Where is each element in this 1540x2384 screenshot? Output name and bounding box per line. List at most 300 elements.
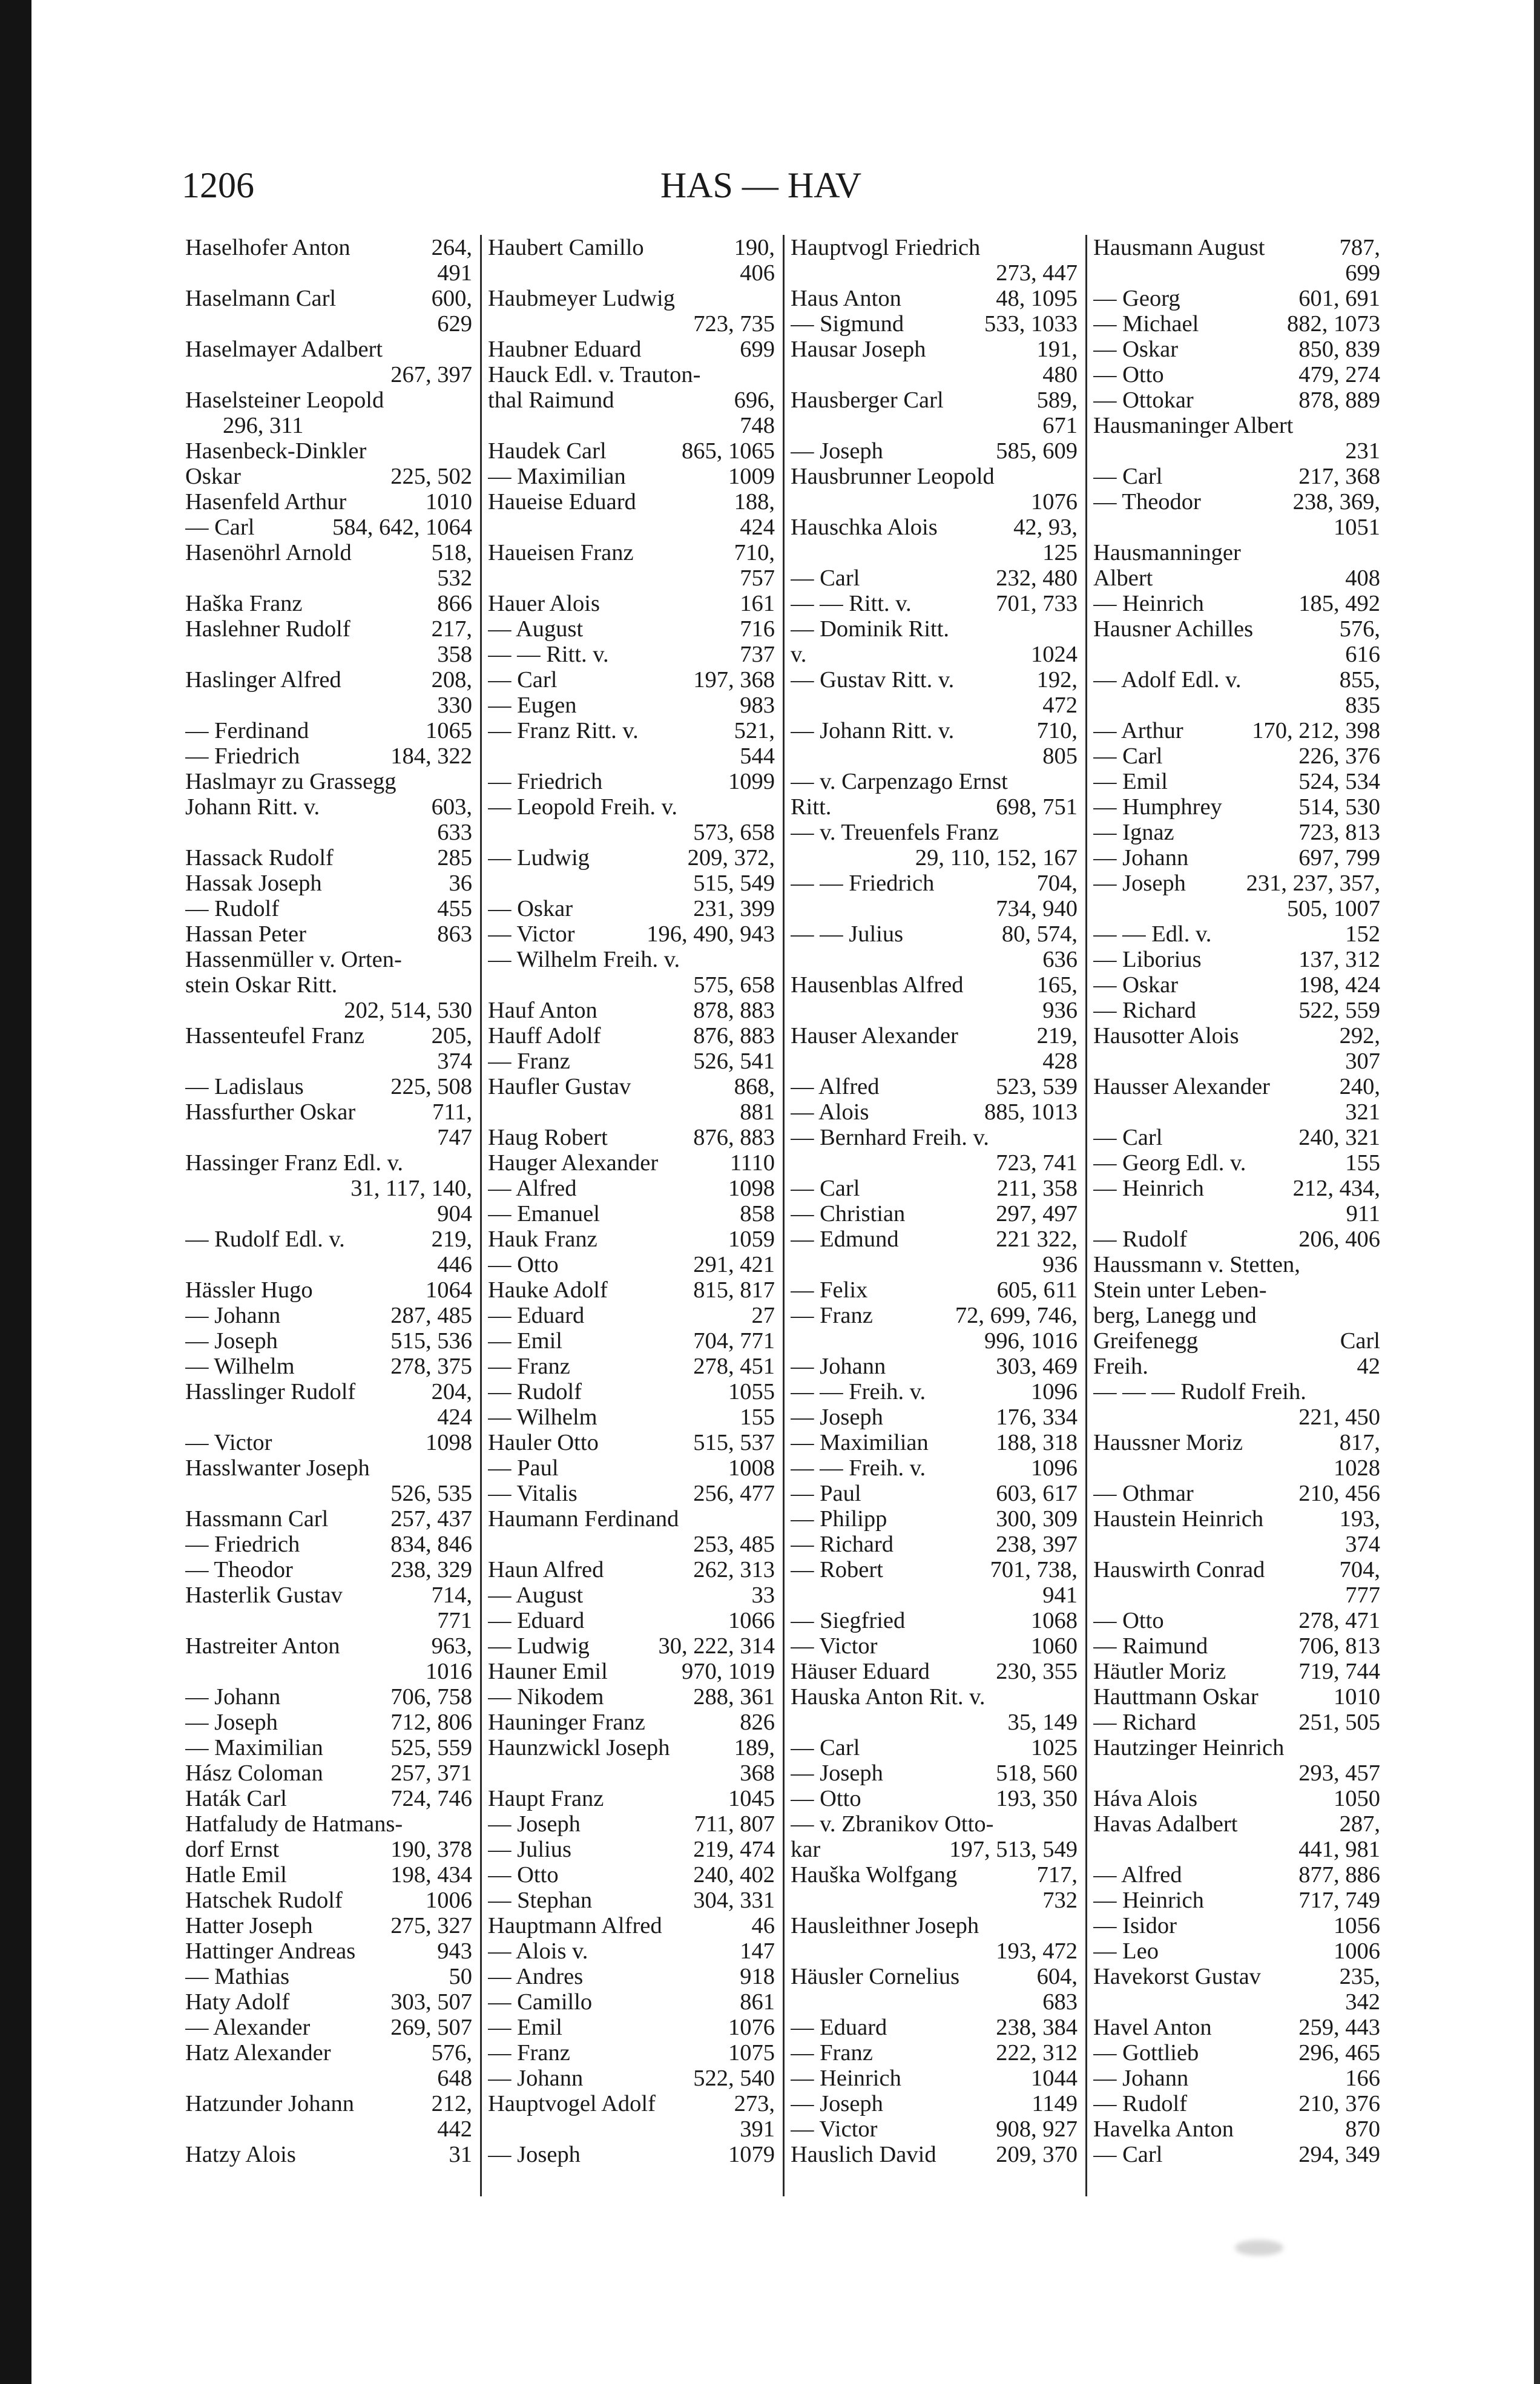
entry-pages: 724, 746 [390,1786,472,1811]
entry-name: — Joseph [185,1328,278,1354]
entry-name: Haussner Moriz [1093,1430,1243,1455]
entry-name: — Joseph [791,1760,883,1786]
index-entry-line [488,1481,775,1506]
entry-name: — Andres [488,1964,584,1989]
page-header [182,165,1340,213]
index-continuation-line: 629 [437,311,472,337]
entry-name: Haustein Heinrich [1093,1506,1264,1532]
entry-pages: 882, 1073 [1287,311,1380,337]
entry-name: — — Ritt. v. [488,642,609,667]
index-entry-line [488,1938,775,1964]
entry-pages: 1068 [1031,1608,1078,1633]
entry-pages: 193, 350 [996,1786,1078,1811]
index-entry-line [1093,1328,1380,1354]
entry-name: Hatzunder Johann [185,2091,355,2116]
entry-pages: 219, 474 [693,1837,775,1862]
entry-name: Hasenfeld Arthur [185,489,347,515]
entry-name: Haumann Ferdinand [488,1506,679,1532]
entry-pages: 604, [1036,1964,1078,1989]
entry-name: — Franz [488,1049,570,1074]
entry-pages: 885, 1013 [984,1099,1078,1125]
index-entry-line [488,896,775,921]
index-entry-line [791,2066,1078,2091]
index-entry-line [185,972,472,998]
scan-border-left [0,0,31,2384]
entry-name: — Ottokar [1093,387,1194,413]
index-entry-line [1093,540,1380,565]
entry-pages: 240, 321 [1298,1125,1380,1150]
entry-pages: 600, [431,286,472,311]
index-entry-line [1093,311,1380,337]
index-entry-line [1093,362,1380,387]
index-entry-line [185,1150,472,1176]
entry-name: Haupt Franz [488,1786,604,1811]
entry-pages: 152 [1345,921,1380,947]
entry-pages: 197, 513, 549 [949,1837,1078,1862]
index-continuation-line: 1016 [426,1659,472,1684]
entry-name: — Otto [1093,1608,1164,1633]
index-entry-line [185,1837,472,1862]
entry-pages: 262, 313 [693,1557,775,1582]
index-continuation-line: 406 [740,260,775,286]
entry-pages: 698, 751 [996,794,1078,820]
index-entry-line [488,718,775,743]
entry-name: — Carl [1093,2142,1163,2167]
entry-pages: 257, 437 [390,1506,472,1532]
index-entry-line [791,1277,1078,1303]
entry-pages: 190, [734,235,775,260]
entry-name: Hatter Joseph [185,1913,313,1938]
entry-name: — — Freih. v. [791,1455,926,1481]
index-entry-line [791,921,1078,947]
index-entry-line [488,1608,775,1633]
index-entry-line [185,1074,472,1099]
entry-pages: 287, 485 [390,1303,472,1328]
index-continuation-line: 491 [437,260,472,286]
index-entry-line [488,1888,775,1913]
entry-name: — Joseph [488,1811,581,1837]
index-entry-line [791,1913,1078,1938]
entry-pages: 701, 738, [990,1557,1078,1582]
index-entry-line [488,794,775,820]
index-entry-line [791,1659,1078,1684]
index-entry-line [791,642,1078,667]
entry-pages: 217, [431,616,472,642]
entry-name: Hassenteufel Franz [185,1023,365,1049]
index-entry-line [1093,1811,1380,1837]
column-divider [1085,235,1087,2196]
entry-pages: 1059 [728,1227,775,1252]
entry-name: Hauslich David [791,2142,936,2167]
entry-name: Albert [1093,565,1153,591]
entry-name: — Georg [1093,286,1180,311]
entry-pages: 518, 560 [996,1760,1078,1786]
entry-name: — Carl [1093,1125,1163,1150]
entry-pages: 278, 375 [390,1354,472,1379]
entry-name: Hauf Anton [488,998,597,1023]
entry-pages: 861 [740,1989,775,2015]
index-entry-line [488,2015,775,2040]
index-entry-line [488,1150,775,1176]
entry-pages: 850, 839 [1298,337,1380,362]
entry-name: Haselmayer Adalbert [185,337,383,362]
index-continuation-line: 307 [1345,1049,1380,1074]
entry-name: — Franz [488,2040,570,2066]
index-entry-line [1093,1913,1380,1938]
index-entry-line [185,1888,472,1913]
index-entry-line [185,1811,472,1837]
index-entry-line [1093,2142,1380,2167]
entry-pages: 222, 312 [996,2040,1078,2066]
entry-name: — Emil [488,2015,562,2040]
index-entry-line [185,1582,472,1608]
index-entry-line [1093,2116,1380,2142]
entry-pages: 257, 371 [390,1760,472,1786]
entry-name: — Edmund [791,1227,899,1252]
entry-pages: 211, 358 [996,1176,1078,1201]
entry-pages: 190, 378 [390,1837,472,1862]
entry-name: — Alois v. [488,1938,588,1964]
index-entry-line [791,1684,1078,1710]
entry-pages: 285 [437,845,472,871]
index-entry-line [1093,1735,1380,1760]
index-entry-line [791,1227,1078,1252]
entry-name: — Wilhelm Freih. v. [488,947,680,972]
entry-pages: 717, [1036,1862,1078,1888]
index-entry-line [185,769,472,794]
entry-name: v. [791,642,807,667]
index-entry-line [791,1023,1078,1049]
entry-pages: 601, 691 [1298,286,1380,311]
index-entry-line [791,1201,1078,1227]
entry-name: — Carl [1093,743,1163,769]
entry-name: — Alfred [488,1176,577,1201]
index-continuation-line: 544 [740,743,775,769]
entry-pages: 876, 883 [693,1023,775,1049]
entry-name: Hauff Adolf [488,1023,601,1049]
entry-name: — Heinrich [1093,591,1204,616]
entry-pages: 204, [431,1379,472,1404]
entry-name: Havas Adalbert [1093,1811,1238,1837]
entry-pages: 1024 [1031,642,1078,667]
index-entry-line [1093,1303,1380,1328]
entry-pages: 576, [431,2040,472,2066]
index-continuation-line: 734, 940 [996,896,1078,921]
entry-name: Hauger Alexander [488,1150,659,1176]
entry-pages: 855, [1339,667,1380,693]
entry-pages: 209, 370 [996,2142,1078,2167]
entry-pages: 699 [740,337,775,362]
index-entry-line [1093,667,1380,693]
entry-name: Hauer Alois [488,591,600,616]
entry-pages: 273, [734,2091,775,2116]
index-continuation-line: 757 [740,565,775,591]
entry-name: — Victor [791,1633,878,1659]
entry-name: — Ludwig [488,845,590,871]
entry-name: — Johann [185,1303,281,1328]
entry-pages: 1025 [1031,1735,1078,1760]
entry-pages: 192, [1036,667,1078,693]
index-entry-line [185,1735,472,1760]
entry-pages: 240, 402 [693,1862,775,1888]
entry-pages: 1079 [728,2142,775,2167]
entry-name: — Adolf Edl. v. [1093,667,1242,693]
index-entry-line [488,1811,775,1837]
entry-name: — Joseph [185,1710,278,1735]
entry-pages: 206, 406 [1298,1227,1380,1252]
entry-name: — Bernhard Freih. v. [791,1125,989,1150]
index-entry-line [1093,998,1380,1023]
entry-pages: 36 [449,871,472,896]
entry-name: Hässler Hugo [185,1277,313,1303]
entry-name: Hausotter Alois [1093,1023,1239,1049]
entry-pages: 878, 883 [693,998,775,1023]
index-entry-line [1093,1481,1380,1506]
entry-name: Hauninger Franz [488,1710,645,1735]
entry-name: Hausbrunner Leopold [791,464,995,489]
index-entry-line [1093,1710,1380,1735]
index-entry-line [488,1379,775,1404]
entry-pages: 210, 456 [1298,1481,1380,1506]
entry-name: Háva Alois [1093,1786,1198,1811]
entry-name: Haselsteiner Leopold [185,387,384,413]
index-continuation-line: 723, 735 [693,311,775,337]
index-entry-line [488,1837,775,1862]
entry-name: — Felix [791,1277,868,1303]
index-entry-line [791,1430,1078,1455]
entry-pages: 31 [449,2142,472,2167]
entry-pages: 523, 539 [996,1074,1078,1099]
entry-name: — Richard [1093,998,1196,1023]
index-entry-line [1093,1227,1380,1252]
entry-pages: 408 [1345,565,1380,591]
entry-name: — Eduard [488,1608,585,1633]
entry-name: stein Oskar Ritt. [185,972,338,998]
entry-pages: 712, 806 [390,1710,472,1735]
entry-name: Hassack Rudolf [185,845,334,871]
index-entry-line [791,2142,1078,2167]
entry-pages: 970, 1019 [682,1659,775,1684]
index-entry-line [791,1074,1078,1099]
entry-name: Hausmanninger [1093,540,1241,565]
entry-name: — Stephan [488,1888,593,1913]
entry-name: — Johann [791,1354,886,1379]
entry-name: Hatschek Rudolf [185,1888,343,1913]
entry-name: Haubmeyer Ludwig [488,286,675,311]
index-entry-line [1093,1684,1380,1710]
entry-pages: 287, [1339,1811,1380,1837]
entry-name: — Otto [791,1786,861,1811]
index-entry-line [1093,565,1380,591]
index-continuation-line: 936 [1042,998,1078,1023]
entry-pages: 235, [1339,1964,1380,1989]
index-entry-line [185,515,472,540]
entry-name: Hattinger Andreas [185,1938,356,1964]
index-entry-line [488,1659,775,1684]
index-entry-line [488,1989,775,2015]
index-entry-line [488,1913,775,1938]
index-continuation-line: 368 [740,1760,775,1786]
entry-pages: 1010 [1334,1684,1380,1710]
entry-pages: 46 [751,1913,775,1938]
entry-name: — Theodor [185,1557,293,1582]
entry-pages: 1006 [426,1888,472,1913]
entry-name: Hatzy Alois [185,2142,296,2167]
index-entry-line [488,438,775,464]
entry-name: Hasterlik Gustav [185,1582,343,1608]
entry-pages: 42, 93, [1013,515,1078,540]
index-entry-line [791,1125,1078,1150]
entry-name: — Carl [1093,464,1163,489]
index-continuation-line: 202, 514, 530 [344,998,472,1023]
entry-name: — Dominik Ritt. [791,616,950,642]
entry-pages: 603, [431,794,472,820]
index-continuation-line: 748 [740,413,775,438]
entry-name: — Ignaz [1093,820,1174,845]
entry-name: Haška Franz [185,591,303,616]
entry-pages: 205, [431,1023,472,1049]
index-continuation-line: 616 [1345,642,1380,667]
entry-pages: 185, 492 [1298,591,1380,616]
entry-pages: 737 [740,642,775,667]
entry-pages: 834, 846 [390,1532,472,1557]
index-entry-line [488,2091,775,2116]
entry-pages: 230, 355 [996,1659,1078,1684]
index-entry-line [488,540,775,565]
entry-pages: 193, [1339,1506,1380,1532]
index-entry-line [1093,1354,1380,1379]
entry-pages: 525, 559 [390,1735,472,1760]
entry-name: Hász Coloman [185,1760,323,1786]
entry-pages: 72, 699, 746, [955,1303,1078,1328]
index-entry-line [791,2091,1078,2116]
entry-name: Haslehner Rudolf [185,616,350,642]
index-entry-line [185,947,472,972]
entry-pages: 1098 [426,1430,472,1455]
entry-pages: 723, 813 [1298,820,1380,845]
entry-name: Hautzinger Heinrich [1093,1735,1285,1760]
entry-pages: 815, 817 [693,1277,775,1303]
entry-name: — Victor [488,921,575,947]
index-entry-line [791,591,1078,616]
entry-name: — Carl [791,565,860,591]
index-entry-line [488,235,775,260]
index-entry-line [1093,1557,1380,1582]
entry-name: Freih. [1093,1354,1148,1379]
index-continuation-line: 505, 1007 [1287,896,1380,921]
entry-pages: 288, 361 [693,1684,775,1710]
index-entry-line [791,1811,1078,1837]
entry-name: — Arthur [1093,718,1183,743]
entry-pages: 170, 212, 398 [1252,718,1380,743]
entry-pages: 292, [1339,1023,1380,1049]
entry-pages: 1099 [728,769,775,794]
entry-pages: 291, 421 [693,1252,775,1277]
entry-name: thal Raimund [488,387,614,413]
entry-name: — Victor [791,2116,878,2142]
entry-pages: 191, [1036,337,1078,362]
index-entry-line [185,1506,472,1532]
entry-name: — Alfred [791,1074,880,1099]
entry-name: — Christian [791,1201,906,1227]
index-entry-line [185,616,472,642]
index-entry-line [1093,2015,1380,2040]
entry-name: Ritt. [791,794,832,820]
index-continuation-line: 253, 485 [693,1532,775,1557]
entry-pages: 48, 1095 [996,286,1078,311]
entry-pages: 225, 502 [390,464,472,489]
index-entry-line [791,515,1078,540]
index-entry-line [791,1633,1078,1659]
entry-name: — Joseph [791,1404,883,1430]
index-entry-line [488,1710,775,1735]
entry-pages: 198, 434 [390,1862,472,1888]
entry-pages: 197, 368 [693,667,775,693]
entry-name: — v. Zbranikov Otto- [791,1811,994,1837]
entry-name: — August [488,1582,584,1608]
index-entry-line [185,1964,472,1989]
column-divider [480,235,482,2196]
entry-pages: 704, [1036,871,1078,896]
entry-name: — Richard [1093,1710,1196,1735]
index-entry-line [1093,1176,1380,1201]
index-entry-line [1093,2091,1380,2116]
entry-name: — — — Rudolf Freih. [1093,1379,1306,1404]
entry-name: Hatle Emil [185,1862,287,1888]
index-continuation-line: 936 [1042,1252,1078,1277]
entry-name: — Franz [488,1354,570,1379]
index-continuation-line: 428 [1042,1049,1078,1074]
entry-name: Hauschka Alois [791,515,938,540]
entry-name: Haun Alfred [488,1557,604,1582]
index-entry-line [488,998,775,1023]
index-continuation-line: 747 [437,1125,472,1150]
entry-name: Hasslwanter Joseph [185,1455,370,1481]
entry-pages: 878, 889 [1298,387,1380,413]
entry-pages: 863 [437,921,472,947]
entry-name: — Emil [1093,769,1168,794]
entry-name: Hauke Adolf [488,1277,608,1303]
entry-pages: 1006 [1334,1938,1380,1964]
index-continuation-line: 732 [1042,1888,1078,1913]
entry-name: — Oskar [1093,337,1179,362]
entry-pages: 231, 399 [693,896,775,921]
entry-name: — Theodor [1093,489,1201,515]
index-continuation-line: 648 [437,2066,472,2091]
entry-name: Haty Adolf [185,1989,290,2015]
entry-pages: 1055 [728,1379,775,1404]
entry-pages: 518, [431,540,472,565]
index-entry-line [488,1582,775,1608]
entry-name: — Joseph [1093,871,1186,896]
entry-pages: 238, 397 [996,1532,1078,1557]
index-entry-line [488,464,775,489]
entry-pages: 515, 537 [693,1430,775,1455]
entry-pages: 212, [431,2091,472,2116]
entry-pages: 868, [734,1074,775,1099]
entry-pages: 231, 237, 357, [1246,871,1380,896]
index-entry-line [488,1201,775,1227]
entry-name: — Franz [791,2040,873,2066]
entry-pages: 155 [1345,1150,1380,1176]
entry-name: — Leo [1093,1938,1159,1964]
index-entry-line [488,362,775,387]
index-entry-line [185,540,472,565]
index-continuation-line: 575, 658 [693,972,775,998]
index-entry-line [791,794,1078,820]
index-entry-line [791,972,1078,998]
index-entry-line [185,1633,472,1659]
